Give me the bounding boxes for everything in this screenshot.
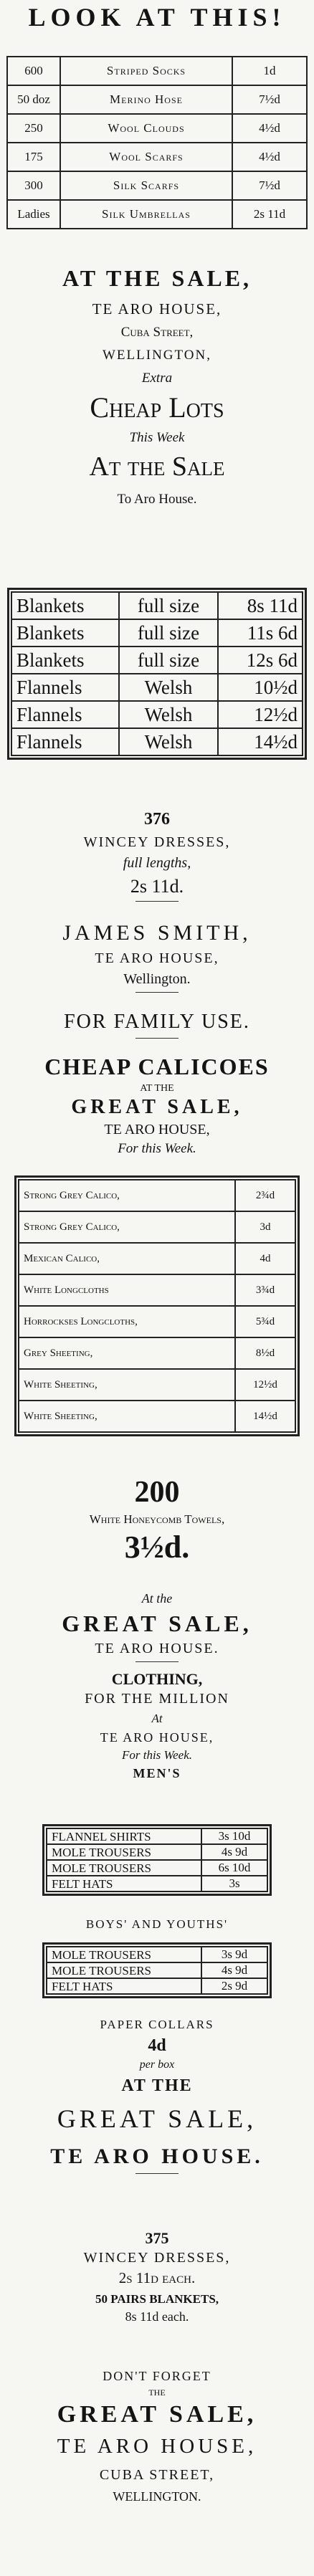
- table3-row: [19, 1401, 295, 1432]
- table1-item-cell: Striped Socks: [60, 57, 232, 85]
- divider: [135, 992, 179, 993]
- table2-price-cell: 12s 6d: [218, 647, 303, 674]
- great-sale-heading-1: GREAT SALE,: [62, 1610, 252, 1636]
- clothing-subheading: FOR THE MILLION: [85, 1691, 229, 1707]
- table2-row: [11, 728, 303, 755]
- calico-table: [18, 1179, 296, 1433]
- street-name: Cuba Street,: [120, 324, 194, 340]
- table4-item-cell: MOLE TROUSERS: [47, 1844, 201, 1860]
- mens-heading: MEN'S: [133, 1766, 181, 1781]
- clothing-at: At: [151, 1712, 163, 1726]
- table1-price-cell: 2s 11d: [232, 200, 307, 229]
- table3-price-cell: 3¾d: [235, 1274, 295, 1306]
- table3-price-cell: 12½d: [235, 1369, 295, 1401]
- table3-row: [19, 1243, 295, 1274]
- wincey-title: WINCEY DRESSES,: [83, 834, 231, 850]
- wincey2-title: WINCEY DRESSES,: [83, 2250, 231, 2266]
- blankets-flannels-list: [0, 588, 314, 760]
- calicoes-notice: [0, 1054, 314, 1157]
- table3-price-cell: 4d: [235, 1243, 295, 1274]
- blankets-box: [7, 588, 307, 760]
- wincey-dresses-notice: [0, 810, 314, 906]
- table2-desc-cell: full size: [119, 592, 218, 619]
- table3-item-cell: Strong Grey Calico,: [19, 1180, 235, 1211]
- proprietor-city: Wellington.: [123, 970, 191, 987]
- table1-price-cell: 7½d: [232, 171, 307, 200]
- wincey-length: full lengths,: [123, 854, 191, 871]
- table3-price-cell: 5¾d: [235, 1306, 295, 1337]
- table1-row: [7, 200, 307, 229]
- table2-price-cell: 14½d: [218, 728, 303, 755]
- table1-price-cell: 4½d: [232, 114, 307, 143]
- proprietor-name: JAMES SMITH,: [62, 921, 252, 945]
- boys-box: [42, 1942, 272, 1998]
- proprietor-notice: [0, 921, 314, 997]
- table1-row: [7, 57, 307, 85]
- table3-item-cell: White Sheeting,: [19, 1401, 235, 1432]
- table2-row: [11, 619, 303, 647]
- table1-item-cell: Wool Clouds: [60, 114, 232, 143]
- great-sale-notice-1: [0, 1591, 314, 1666]
- table2-row: [11, 592, 303, 619]
- mens-price-list: [0, 1824, 314, 1896]
- table3-row: [19, 1306, 295, 1337]
- divider: [135, 1038, 179, 1039]
- boys-notice: [0, 1917, 314, 1932]
- table2-item-cell: Blankets: [11, 647, 119, 674]
- towels-count: 200: [134, 1476, 180, 1509]
- table1-price-cell: 7½d: [232, 85, 307, 114]
- table2-item-cell: Flannels: [11, 674, 119, 701]
- great-sale-heading-3: GREAT SALE,: [57, 2401, 257, 2428]
- table3-item-cell: Strong Grey Calico,: [19, 1211, 235, 1243]
- table5-price-cell: 4s 9d: [201, 1962, 267, 1978]
- table1-row: [7, 114, 307, 143]
- towels-title: White Honeycomb Towels,: [89, 1512, 225, 1527]
- table1-qty-cell: 50 doz: [7, 85, 60, 114]
- table4-row: [47, 1876, 267, 1892]
- table3-row: [19, 1180, 295, 1211]
- hosiery-price-list: [0, 56, 314, 229]
- table2-row: [11, 647, 303, 674]
- table1-item-cell: Silk Scarfs: [60, 171, 232, 200]
- sale-heading: AT THE SALE,: [62, 265, 252, 291]
- table3-price-cell: 14½d: [235, 1401, 295, 1432]
- footer-store: TE ARO HOUSE,: [57, 2434, 257, 2458]
- table5-item-cell: FELT HATS: [47, 1978, 201, 1994]
- table1-item-cell: Merino Hose: [60, 85, 232, 114]
- great-sale-heading-2: GREAT SALE,: [57, 2104, 257, 2134]
- cheap-lots-heading: Cheap Lots: [90, 391, 224, 424]
- table3-price-cell: 2¾d: [235, 1180, 295, 1211]
- great-sale-store-2: TE ARO HOUSE.: [50, 2144, 264, 2168]
- collars-heading: PAPER COLLARS: [100, 2018, 214, 2031]
- table1-item-cell: Wool Scarfs: [60, 143, 232, 171]
- table5-row: [47, 1978, 267, 1994]
- table4-row: [47, 1860, 267, 1876]
- table3-row: [19, 1369, 295, 1401]
- calico-box: [14, 1175, 300, 1436]
- blankets-table: [11, 591, 303, 756]
- wincey2-count: 375: [145, 2229, 169, 2247]
- extra-text: Extra: [141, 370, 173, 386]
- blankets-pairs: 50 PAIRS BLANKETS,: [95, 2292, 219, 2307]
- footer-the: THE: [148, 2387, 166, 2398]
- collars-per-box: per box: [139, 2059, 175, 2071]
- city-name: WELLINGTON,: [103, 347, 211, 363]
- table4-price-cell: 3s 10d: [201, 1828, 267, 1844]
- store-name: TE ARO HOUSE,: [92, 300, 222, 318]
- table1-row: [7, 85, 307, 114]
- towels-price: 3½d.: [124, 1529, 190, 1565]
- table3-price-cell: 8½d: [235, 1337, 295, 1369]
- wincey-count: 376: [144, 810, 170, 829]
- table3-item-cell: Mexican Calico,: [19, 1243, 235, 1274]
- boys-table: [46, 1946, 268, 1995]
- clothing-heading: CLOTHING,: [111, 1670, 203, 1688]
- wincey-price: 2s 11d.: [130, 875, 184, 897]
- table1-qty-cell: 175: [7, 143, 60, 171]
- table4-row: [47, 1828, 267, 1844]
- table5-item-cell: MOLE TROUSERS: [47, 1962, 201, 1978]
- table2-row: [11, 701, 303, 728]
- divider: [135, 2173, 179, 2174]
- hosiery-table: [6, 56, 308, 229]
- table2-desc-cell: Welsh: [119, 728, 218, 755]
- table3-item-cell: White Longcloths: [19, 1274, 235, 1306]
- table4-row: [47, 1844, 267, 1860]
- table2-desc-cell: full size: [119, 647, 218, 674]
- table1-qty-cell: 300: [7, 171, 60, 200]
- table3-item-cell: White Sheeting,: [19, 1369, 235, 1401]
- table2-item-cell: Flannels: [11, 728, 119, 755]
- table2-item-cell: Blankets: [11, 619, 119, 647]
- clothing-store: TE ARO HOUSE,: [100, 1730, 214, 1745]
- table4-item-cell: FELT HATS: [47, 1876, 201, 1892]
- collars-at-the: AT THE: [121, 2076, 193, 2095]
- table5-row: [47, 1947, 267, 1962]
- table5-item-cell: MOLE TROUSERS: [47, 1947, 201, 1962]
- calico-price-list: [0, 1175, 314, 1436]
- table1-price-cell: 4½d: [232, 143, 307, 171]
- mens-table: [46, 1828, 268, 1892]
- table2-desc-cell: full size: [119, 619, 218, 647]
- calicoes-great-sale: GREAT SALE,: [71, 1095, 243, 1118]
- footer-notice: [0, 2369, 314, 2504]
- table4-item-cell: MOLE TROUSERS: [47, 1860, 201, 1876]
- table1-row: [7, 143, 307, 171]
- table2-price-cell: 12½d: [218, 701, 303, 728]
- table1-price-cell: 1d: [232, 57, 307, 85]
- table1-row: [7, 171, 307, 200]
- blankets-price: 8s 11d each.: [125, 2309, 189, 2324]
- towels-notice: [0, 1475, 314, 1565]
- collars-price: 4d: [148, 2036, 166, 2055]
- calicoes-heading: CHEAP CALICOES: [44, 1054, 270, 1079]
- boys-price-list: [0, 1942, 314, 1998]
- footer-city: WELLINGTON.: [113, 2489, 201, 2504]
- sale-notice-1: [0, 265, 314, 507]
- table5-price-cell: 2s 9d: [201, 1978, 267, 1994]
- header: [0, 3, 314, 32]
- table2-price-cell: 8s 11d: [218, 592, 303, 619]
- table5-price-cell: 3s 9d: [201, 1947, 267, 1962]
- table3-item-cell: Grey Sheeting,: [19, 1337, 235, 1369]
- table1-qty-cell: Ladies: [7, 200, 60, 229]
- table2-row: [11, 674, 303, 701]
- table1-qty-cell: 600: [7, 57, 60, 85]
- table3-row: [19, 1274, 295, 1306]
- dont-forget: DON'T FORGET: [103, 2369, 211, 2383]
- table1-qty-cell: 250: [7, 114, 60, 143]
- table2-item-cell: Flannels: [11, 701, 119, 728]
- table4-item-cell: FLANNEL SHIRTS: [47, 1828, 201, 1844]
- boys-heading: BOYS' AND YOUTHS': [85, 1917, 229, 1931]
- calicoes-at-the: AT THE: [140, 1082, 174, 1094]
- collars-notice: [0, 2018, 314, 2178]
- family-use-notice: [0, 1011, 314, 1043]
- clothing-this-week: For this Week.: [121, 1747, 193, 1762]
- table2-price-cell: 11s 6d: [218, 619, 303, 647]
- this-week-text: This Week: [129, 430, 185, 446]
- table3-item-cell: Horrockses Longcloths,: [19, 1306, 235, 1337]
- store-line: To Aro House.: [117, 492, 197, 507]
- table2-price-cell: 10½d: [218, 674, 303, 701]
- table4-price-cell: 4s 9d: [201, 1844, 267, 1860]
- mens-box: [42, 1824, 272, 1896]
- table2-desc-cell: Welsh: [119, 701, 218, 728]
- ad-headline: LOOK AT THIS!: [28, 3, 286, 32]
- divider: [135, 901, 179, 902]
- table3-row: [19, 1337, 295, 1369]
- table4-price-cell: 6s 10d: [201, 1860, 267, 1876]
- at-the-sale-heading: At the Sale: [89, 452, 225, 482]
- calicoes-store: TE ARO HOUSE,: [104, 1122, 210, 1138]
- wincey-blankets-notice: [0, 2229, 314, 2324]
- table3-price-cell: 3d: [235, 1211, 295, 1243]
- table2-desc-cell: Welsh: [119, 674, 218, 701]
- at-the-text: At the: [141, 1591, 173, 1606]
- divider: [135, 1661, 179, 1662]
- table2-item-cell: Blankets: [11, 592, 119, 619]
- table1-item-cell: Silk Umbrellas: [60, 200, 232, 229]
- calicoes-this-week: For this Week.: [118, 1141, 196, 1157]
- clothing-notice: [0, 1670, 314, 1781]
- wincey2-price: 2s 11d each.: [118, 2269, 196, 2287]
- table3-row: [19, 1211, 295, 1243]
- family-heading: FOR FAMILY USE.: [64, 1011, 250, 1033]
- table5-row: [47, 1962, 267, 1978]
- proprietor-store: TE ARO HOUSE,: [95, 950, 219, 966]
- great-sale-store-1: TE ARO HOUSE.: [95, 1641, 219, 1657]
- footer-street: CUBA STREET,: [99, 2466, 215, 2483]
- table4-price-cell: 3s: [201, 1876, 267, 1892]
